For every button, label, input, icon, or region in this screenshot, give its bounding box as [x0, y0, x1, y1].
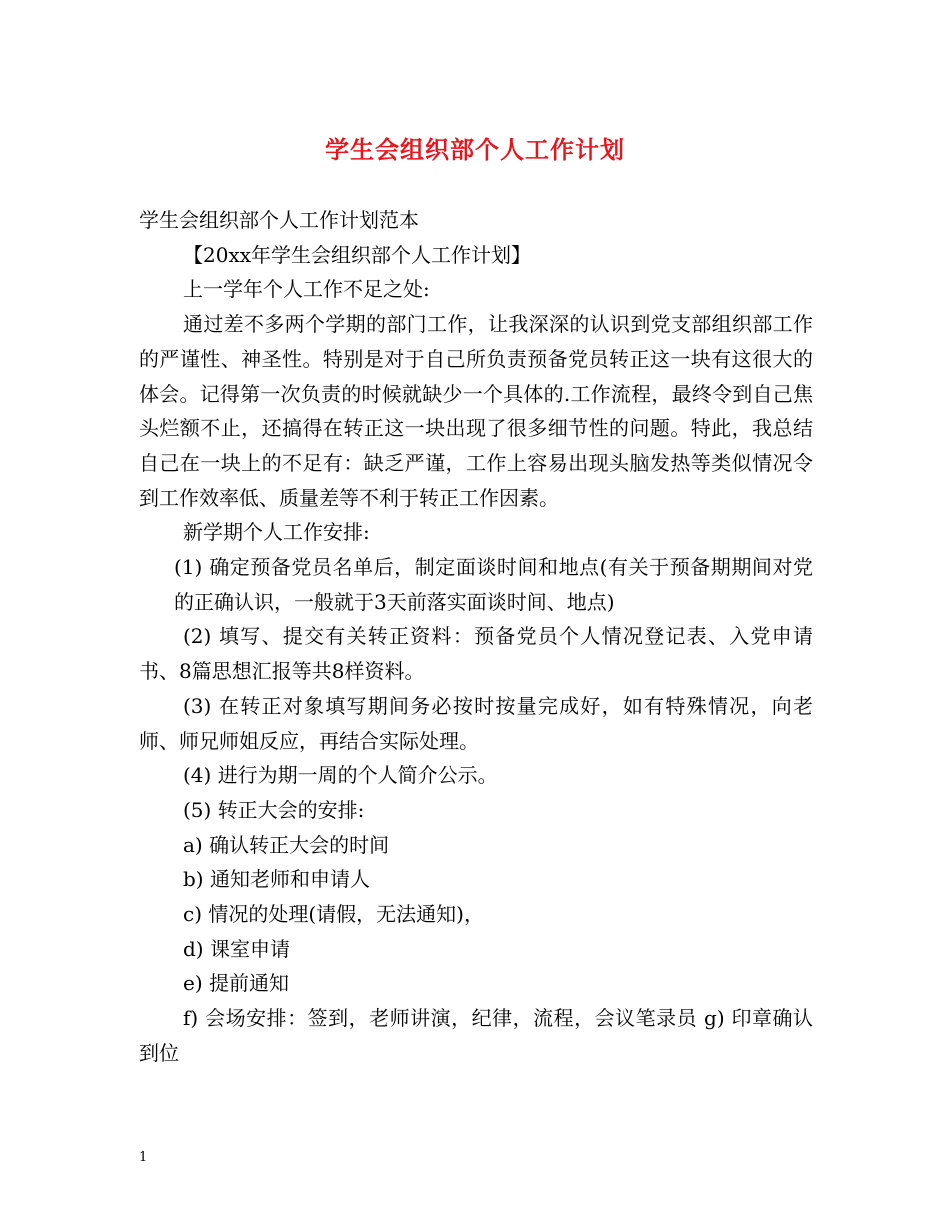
list-item-1: (1) 确定预备党员名单后，制定面谈时间和地点(有关于预备期期间对党的正确认识，一般就于3天前落实面谈时间、地点) [174, 555, 813, 614]
paragraph-shortcomings-heading: 上一学年个人工作不足之处: [183, 277, 430, 302]
sub-item-e: e) 提前通知 [183, 971, 289, 996]
list-item-2: (2) 填写、提交有关转正资料：预备党员个人情况登记表、入党申请书、8篇思想汇报等共8样资料。 [139, 624, 813, 684]
page-number: 1 [139, 1150, 148, 1165]
list-item-4: (4) 进行为期一周的个人简介公示。 [183, 763, 498, 788]
sub-item-c: c) 情况的处理(请假，无法通知)， [183, 902, 484, 927]
paragraph-shortcomings-body: 通过差不多两个学期的部门工作，让我深深的认识到党支部组织部工作的严谨性、神圣性。特别是对于自己所负责预备党员转正这一块有这很大的体会。记得第一次负责的时候就缺少一个具体的.工作流程，最终令到自己焦头烂额不止，还搞得在转正这一块出现了很多细节性的问题。特此，我总结自己在一块上的不足有：缺乏严谨，工作上容易出现头脑发热等类似情况令到工作效率低、质量差等不利于转正工作因素。 [139, 312, 813, 510]
document-body [139, 203, 813, 1071]
sub-item-f: f) 会场安排：签到，老师讲演，纪律，流程，会议笔录员 g) 印章确认到位 [139, 1006, 813, 1065]
sub-item-a: a) 确认转正大会的时间 [183, 832, 390, 857]
list-item-5: (5) 转正大会的安排: [183, 797, 365, 822]
sub-item-d: d) 课室申请 [183, 936, 290, 961]
paragraph-plan-heading: 新学期个人工作安排: [183, 520, 370, 545]
list-item-3: (3) 在转正对象填写期间务必按时按量完成好，如有特殊情况，向老师、师兄师姐反应，再结合实际处理。 [139, 693, 813, 753]
sub-item-b: b) 通知老师和申请人 [183, 867, 370, 892]
paragraph-bracket-title: 【20xx年学生会组织部个人工作计划】 [183, 242, 532, 267]
paragraph-subtitle: 学生会组织部个人工作计划范本 [139, 208, 419, 232]
document-title: 学生会组织部个人工作计划 [325, 135, 625, 164]
